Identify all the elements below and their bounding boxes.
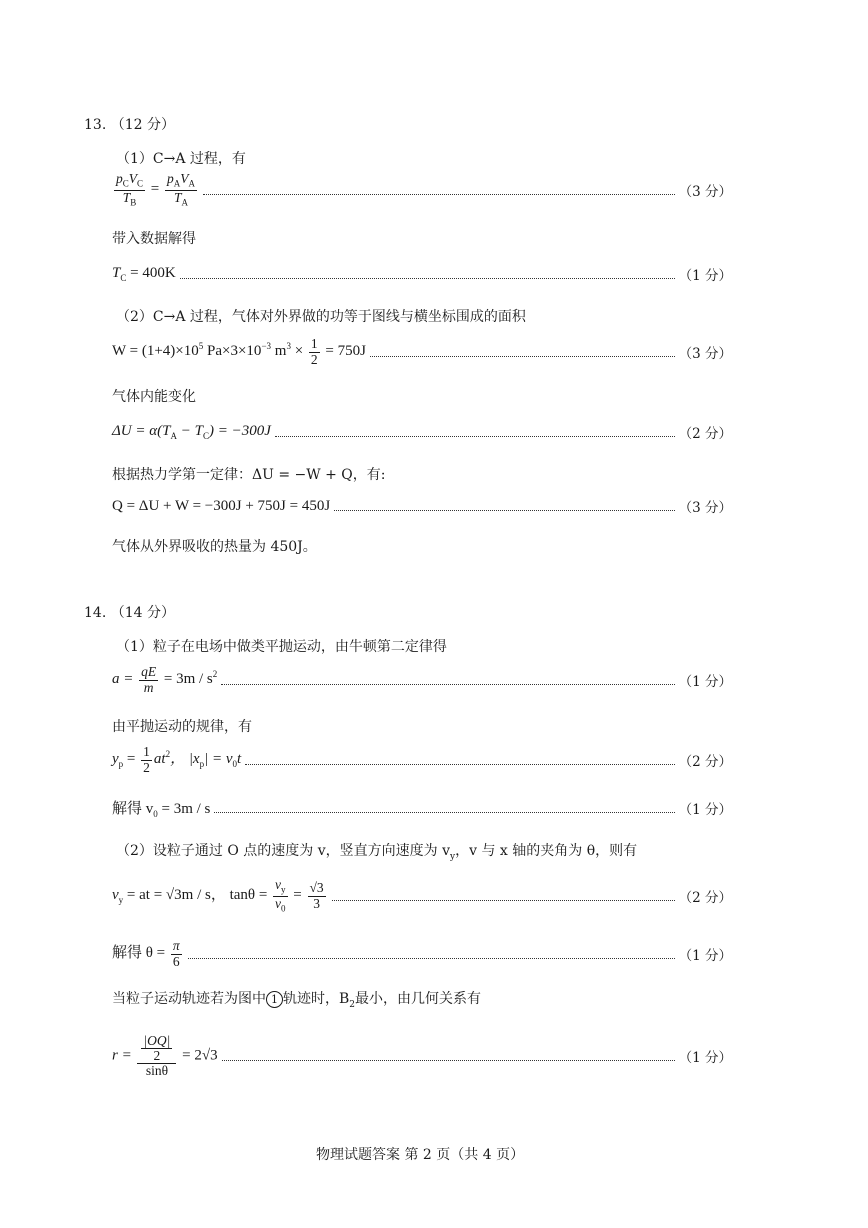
page-footer: 物理试题答案 第 2 页（共 4 页） [316,1147,525,1163]
q13-internal-energy-text: 气体内能变化 [112,389,196,405]
score-label: （1 分） [678,268,732,284]
score-label: （3 分） [678,346,732,362]
q13-equation-row-3 [112,332,732,372]
leader-dots [203,193,675,195]
score-label: （1 分） [678,1050,732,1066]
q14-equation-row-5 [112,934,732,974]
leader-dots [245,763,674,765]
q13-part1-intro: （1）C→A 过程，有 [116,151,246,167]
q13-equation-row-1 [112,170,732,210]
q13-work-equation: $W = (1+4)\times 10^5$ $Pa\times 3\times 10^{-3}$ $m^3$ × $\frac{1}{2}$ = 750J [112,336,366,367]
q14-initial-velocity-result: 解得 $v_0 = 3m / s$ [112,801,211,819]
q13-equation-row-2 [112,254,732,294]
q14-part2-intro: （2）设粒子通过 O 点的速度为 v，竖直方向速度为 $v_y$，v 与 x 轴的夹角为 θ，则有 [116,843,638,862]
leader-dots [334,509,674,511]
score-label: （1 分） [678,802,732,818]
q14-angle-result: 解得 θ = $\frac{\pi}{6}$ [112,938,180,969]
leader-dots [222,1059,675,1061]
q14-velocity-angle-equation: $v_y$ = at = √3m / s， tanθ = $\frac{v_y}{v_0}$ = $\frac{√3}{3}$ [112,877,324,914]
leader-dots [275,435,675,437]
leader-dots [332,899,675,901]
q14-equation-row-6 [112,1028,732,1084]
q14-part1-intro: （1）粒子在电场中做类平抛运动，由牛顿第二定律得 [116,639,447,655]
q14-equation-row-4 [112,876,732,916]
q14-projectile-equation: $y_p$ = $\frac{1}{2}$ $at^2$， $|x_p| = v_0t$ [112,744,242,775]
leader-dots [180,277,675,279]
q13-header: 13. （12 分） [84,117,175,133]
leader-dots [221,683,674,685]
trajectory-1-circled-number: 1 [266,991,283,1008]
q14-header: 14. （14 分） [84,605,175,621]
score-label: （3 分） [678,184,732,200]
score-label: （1 分） [678,674,732,690]
leader-dots [370,355,675,357]
q13-equation-row-5 [112,486,732,526]
q13-internal-energy-equation: $\Delta U = \alpha(T_A - T_C) = -300J$ [112,423,271,441]
q13-heat-equation: Q = ΔU + W = −300J + 750J = 450J [112,497,331,514]
q13-ideal-gas-equation: $\frac{p_CV_C}{T_B}$ = $\frac{p_AV_A}{T_A}$ [116,171,195,208]
q14-projectile-rule-text: 由平抛运动的规律，有 [112,719,252,735]
score-label: （2 分） [678,890,732,906]
score-label: （2 分） [678,754,732,770]
q14-equation-row-1 [112,660,732,700]
q13-temperature-result: $T_C = 400K$ [112,265,176,283]
q13-first-law-text: 根据热力学第一定律：ΔU = −W + Q，有: [112,467,386,483]
q14-equation-row-3 [112,788,732,828]
leader-dots [188,957,675,959]
q13-equation-row-4 [112,412,732,452]
q13-substitute-text: 带入数据解得 [112,231,196,247]
score-label: （1 分） [678,948,732,964]
leader-dots [214,811,674,813]
q14-radius-equation: r = $\frac{\frac{|OQ|}{2}}{\sin\theta}$ = 2√3 [112,1032,218,1079]
score-label: （2 分） [678,426,732,442]
q14-trajectory-text: 当粒子运动轨迹若为图中 1 轨迹时，$B_2$最小，由几何关系有 [112,991,482,1010]
score-label: （3 分） [678,500,732,516]
q13-part2-intro: （2）C→A 过程，气体对外界做的功等于图线与横坐标围成的面积 [116,309,526,325]
q13-conclusion-text: 气体从外界吸收的热量为 450J。 [112,539,317,555]
q14-acceleration-equation: a = $\frac{qE}{m}$ = $3m / s^2$ [112,664,218,695]
q14-equation-row-2 [112,740,732,780]
